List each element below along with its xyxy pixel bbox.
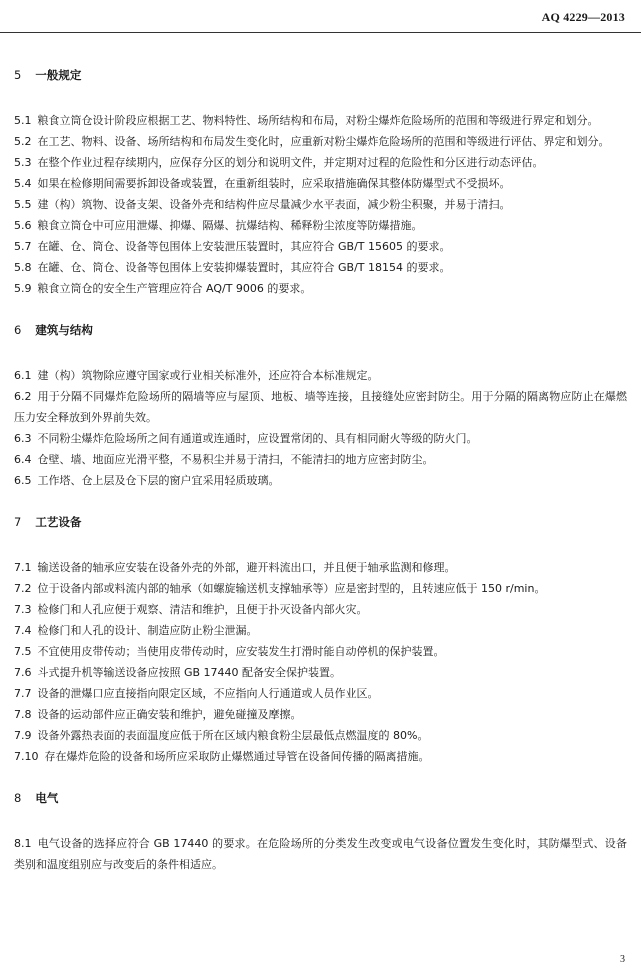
- clause: [14, 152, 627, 173]
- clause-text: 在整个作业过程存续期内，应保存分区的划分和说明文件，并定期对过程的危险性和分区进行动态评估。: [37, 156, 544, 169]
- section-heading: [14, 789, 627, 807]
- clause-number: 5.8: [14, 261, 32, 274]
- clause-text: 检修门和人孔的设计、制造应防止粉尘泄漏。: [37, 624, 258, 637]
- clause: [14, 194, 627, 215]
- clause-text: 在罐、仓、筒仓、设备等包围体上安装抑爆装置时，其应符合 GB/T 18154 的要求。: [37, 261, 451, 274]
- section-heading: [14, 66, 627, 84]
- clause-number: 7.7: [14, 687, 32, 700]
- clause-text: 在工艺、物料、设备、场所结构和布局发生变化时，应重新对粉尘爆炸危险场所的范围和等级进行评估、界定和划分。: [37, 135, 610, 148]
- clause: [14, 110, 627, 131]
- section-number: 5: [14, 68, 22, 82]
- clause-text: 用于分隔不同爆炸危险场所的隔墙等应与屋顶、地板、墙等连接，且接缝处应密封防尘。用于分隔的隔离物应防止在爆燃压力安全释放到外界前失效。: [14, 390, 627, 424]
- clause-text: 斗式提升机等输送设备应按照 GB 17440 配备安全保护装置。: [37, 666, 342, 679]
- clause-text: 在罐、仓、筒仓、设备等包围体上安装泄压装置时，其应符合 GB/T 15605 的要求。: [37, 240, 451, 253]
- clause: [14, 365, 627, 386]
- clause-number: 7.3: [14, 603, 32, 616]
- section-5: [14, 66, 627, 299]
- clause-number: 5.9: [14, 282, 32, 295]
- clause-number: 7.4: [14, 624, 32, 637]
- clause: [14, 704, 627, 725]
- document-body: [14, 66, 627, 897]
- section-heading: [14, 513, 627, 531]
- clause-number: 5.2: [14, 135, 32, 148]
- clause-number: 7.9: [14, 729, 32, 742]
- clause-number: 5.1: [14, 114, 32, 127]
- section-6: [14, 321, 627, 491]
- section-number: 6: [14, 323, 22, 337]
- clause: [14, 386, 627, 428]
- clause-text: 工作塔、仓上层及仓下层的窗户宜采用轻质玻璃。: [37, 474, 280, 487]
- section-7: [14, 513, 627, 767]
- clause-number: 5.7: [14, 240, 32, 253]
- clause: [14, 215, 627, 236]
- clause: [14, 641, 627, 662]
- clause-number: 6.5: [14, 474, 32, 487]
- page-number: 3: [620, 954, 625, 965]
- clause-number: 7.1: [14, 561, 32, 574]
- clause-number: 7.2: [14, 582, 32, 595]
- clause: [14, 557, 627, 578]
- header-divider: [0, 32, 641, 33]
- clause-number: 5.5: [14, 198, 32, 211]
- clause-number: 6.3: [14, 432, 32, 445]
- section-8: [14, 789, 627, 875]
- clause-number: 6.1: [14, 369, 32, 382]
- clause: [14, 236, 627, 257]
- clause-text: 粮食立筒仓中可应用泄爆、抑爆、隔爆、抗爆结构、稀释粉尘浓度等防爆措施。: [37, 219, 423, 232]
- clause-number: 6.2: [14, 390, 32, 403]
- section-number: 7: [14, 515, 22, 529]
- clause: [14, 599, 627, 620]
- clause: [14, 620, 627, 641]
- clause: [14, 725, 627, 746]
- clause-number: 6.4: [14, 453, 32, 466]
- section-title-text: 工艺设备: [35, 515, 82, 529]
- clause-number: 5.3: [14, 156, 32, 169]
- clause: [14, 257, 627, 278]
- clause-text: 粮食立筒仓的安全生产管理应符合 AQ/T 9006 的要求。: [37, 282, 312, 295]
- clause: [14, 662, 627, 683]
- clause: [14, 746, 627, 767]
- clause: [14, 449, 627, 470]
- clause: [14, 578, 627, 599]
- clause: [14, 131, 627, 152]
- section-number: 8: [14, 791, 22, 805]
- clause-text: 位于设备内部或料流内部的轴承（如螺旋输送机支撑轴承等）应是密封型的，且转速应低于 150 r/min。: [37, 582, 546, 595]
- clause-number: 7.6: [14, 666, 32, 679]
- clause-text: 不宜使用皮带传动；当使用皮带传动时，应安装发生打滑时能自动停机的保护装置。: [37, 645, 445, 658]
- clause-text: 设备的泄爆口应直接指向限定区域，不应指向人行通道或人员作业区。: [37, 687, 379, 700]
- clause-text: 粮食立筒仓设计阶段应根据工艺、物料特性、场所结构和布局，对粉尘爆炸危险场所的范围和等级进行界定和划分。: [37, 114, 599, 127]
- section-title-text: 建筑与结构: [35, 323, 93, 337]
- clause: [14, 173, 627, 194]
- clause-text: 建（构）筑物、设备支架、设备外壳和结构件应尽量减少水平表面，减少粉尘积聚，并易于清扫。: [37, 198, 511, 211]
- clause-text: 电气设备的选择应符合 GB 17440 的要求。在危险场所的分类发生改变或电气设备位置发生变化时，其防爆型式、设备类别和温度组别应与改变后的条件相适应。: [14, 837, 627, 871]
- clause: [14, 470, 627, 491]
- standard-code: AQ 4229—2013: [541, 10, 625, 24]
- clause-number: 5.6: [14, 219, 32, 232]
- clause-text: 设备外露热表面的表面温度应低于所在区域内粮食粉尘层最低点燃温度的 80%。: [37, 729, 429, 742]
- clause-text: 不同粉尘爆炸危险场所之间有通道或连通时，应设置常闭的、具有相同耐火等级的防火门。: [37, 432, 478, 445]
- clause-number: 7.5: [14, 645, 32, 658]
- clause: [14, 683, 627, 704]
- clause-number: 7.10: [14, 750, 39, 763]
- clause-text: 检修门和人孔应便于观察、清洁和维护，且便于扑灭设备内部火灾。: [37, 603, 368, 616]
- section-title-text: 一般规定: [35, 68, 82, 82]
- clause-number: 8.1: [14, 837, 32, 850]
- clause-text: 如果在检修期间需要拆卸设备或装置，在重新组装时，应采取措施确保其整体防爆型式不受损坏。: [37, 177, 511, 190]
- clause-number: 5.4: [14, 177, 32, 190]
- clause-text: 仓壁、墙、地面应光滑平整，不易积尘并易于清扫，不能清扫的地方应密封防尘。: [37, 453, 434, 466]
- clause-text: 设备的运动部件应正确安装和维护，避免碰撞及摩擦。: [37, 708, 302, 721]
- section-title-text: 电气: [35, 791, 59, 805]
- clause: [14, 428, 627, 449]
- clause-text: 建（构）筑物除应遵守国家或行业相关标准外，还应符合本标准规定。: [37, 369, 379, 382]
- clause-text: 存在爆炸危险的设备和场所应采取防止爆燃通过导管在设备间传播的隔离措施。: [44, 750, 430, 763]
- section-heading: [14, 321, 627, 339]
- clause-number: 7.8: [14, 708, 32, 721]
- clause: [14, 833, 627, 875]
- clause-text: 输送设备的轴承应安装在设备外壳的外部，避开料流出口，并且便于轴承监测和修理。: [37, 561, 456, 574]
- clause: [14, 278, 627, 299]
